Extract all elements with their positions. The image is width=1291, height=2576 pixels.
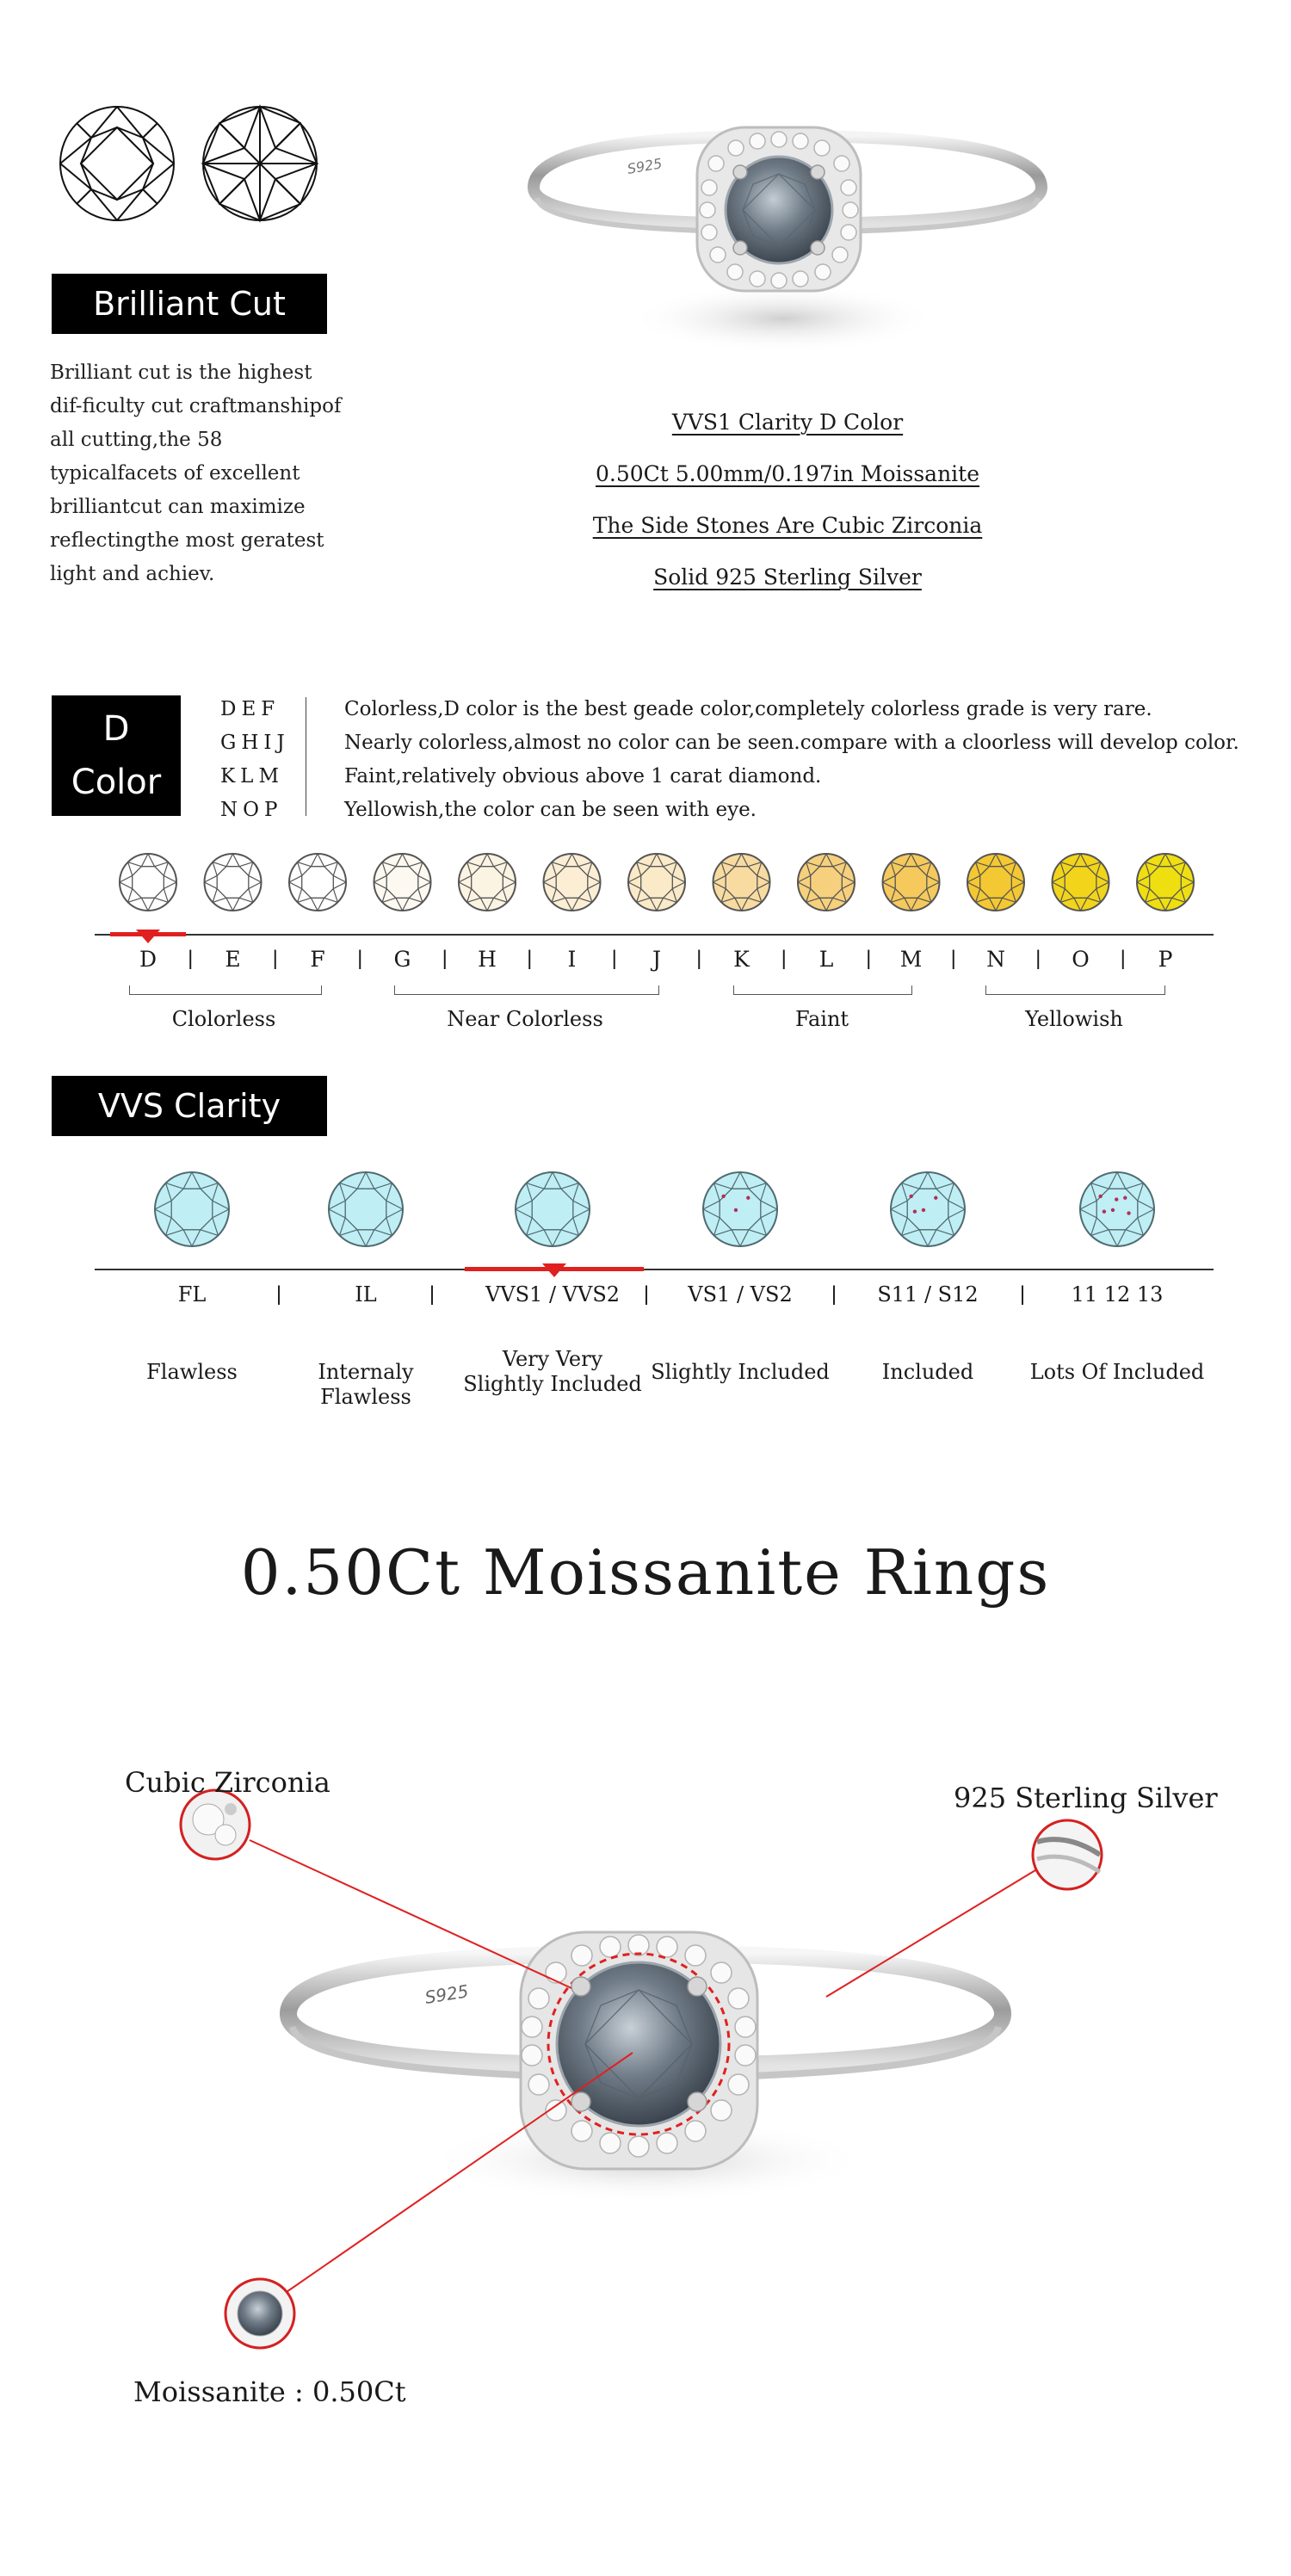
moissanite-zoom-circle xyxy=(225,2279,294,2348)
clarity-separator: | xyxy=(1019,1282,1026,1306)
ring-detail-diagram xyxy=(0,1747,1291,2350)
color-gem-p xyxy=(1137,854,1194,911)
cz-zoom-circle xyxy=(181,1790,250,1859)
clarity-label-4: S11 / S12 xyxy=(877,1282,979,1307)
color-gem-n xyxy=(967,854,1024,911)
clarity-gem-3 xyxy=(703,1172,777,1246)
ring-stamp: S925 xyxy=(626,155,664,177)
clarity-gem-2 xyxy=(516,1172,590,1246)
clarity-gem-scale xyxy=(0,1162,1291,1257)
color-letter-g: G xyxy=(393,947,411,972)
color-letter-m: M xyxy=(899,947,923,972)
color-letter-separator: | xyxy=(866,947,872,970)
color-letter-k: K xyxy=(733,947,750,972)
d-color-letter: D xyxy=(102,709,130,749)
color-letter-separator: | xyxy=(611,947,617,970)
diagram-ring-stamp: S925 xyxy=(423,1980,471,2008)
clarity-separator: | xyxy=(429,1282,435,1306)
color-gem-i xyxy=(544,854,601,911)
color-gem-l xyxy=(798,854,855,911)
color-gem-d xyxy=(120,854,176,911)
grade-desc-near-colorless: Nearly colorless,almost no color can be seen.compare with a cloorless will develop color. xyxy=(344,732,1239,754)
clarity-separator: | xyxy=(643,1282,650,1306)
label-moissanite: Moissanite : 0.50Ct xyxy=(133,2375,406,2408)
color-letter-i: I xyxy=(567,947,577,972)
clarity-label-2: VVS1 / VVS2 xyxy=(485,1282,621,1307)
bracket-colorless xyxy=(129,985,322,995)
d-color-word: Color xyxy=(71,763,162,802)
clarity-gem-0 xyxy=(155,1172,229,1246)
color-grade-codes xyxy=(220,693,290,827)
grade-desc-yellowish: Yellowish,the color can be seen with eye. xyxy=(344,799,757,821)
grade-code-ghij: GHIJ xyxy=(220,732,290,754)
color-letter-separator: | xyxy=(696,947,702,970)
clarity-label-0: FL xyxy=(177,1282,207,1307)
clarity-desc-2: Very Very Slightly Included xyxy=(463,1347,642,1396)
color-letter-n: N xyxy=(986,947,1005,972)
color-gem-scale xyxy=(0,848,1291,917)
color-letter-p: P xyxy=(1158,947,1173,972)
color-gem-j xyxy=(628,854,685,911)
color-letter-j: J xyxy=(652,947,662,972)
brilliant-cut-bottom-view-icon xyxy=(200,103,320,224)
clarity-selected-marker-icon xyxy=(540,1262,568,1279)
clarity-desc-0: Flawless xyxy=(146,1360,238,1384)
clarity-separator: | xyxy=(275,1282,282,1306)
clarity-label-3: VS1 / VS2 xyxy=(688,1282,793,1307)
clarity-label-1: IL xyxy=(355,1282,377,1307)
d-color-box xyxy=(52,695,181,816)
clarity-scale-line xyxy=(95,1269,1214,1270)
brilliant-cut-top-view-icon xyxy=(57,103,177,224)
feature-silver: Solid 925 Sterling Silver xyxy=(653,565,922,590)
silver-zoom-circle xyxy=(1033,1820,1102,1889)
color-scale-line xyxy=(95,934,1214,936)
bracket-near-colorless xyxy=(394,985,659,995)
label-cubic-zirconia: Cubic Zirconia xyxy=(125,1766,330,1799)
group-faint: Faint xyxy=(794,1007,849,1031)
color-gem-f xyxy=(289,854,346,911)
color-gem-o xyxy=(1053,854,1109,911)
color-letter-separator: | xyxy=(272,947,278,970)
clarity-gem-4 xyxy=(891,1172,965,1246)
color-letter-d: D xyxy=(139,947,158,972)
color-letter-e: E xyxy=(225,947,241,972)
grade-desc-colorless: Colorless,D color is the best geade color,completely colorless grade is very rare. xyxy=(344,698,1152,720)
clarity-title: VVS Clarity xyxy=(52,1076,327,1136)
clarity-gem-5 xyxy=(1080,1172,1154,1246)
color-grade-descriptions xyxy=(344,693,1239,827)
color-selected-marker-icon xyxy=(134,928,162,945)
color-letter-separator: | xyxy=(950,947,956,970)
color-letter-f: F xyxy=(310,947,325,972)
color-letter-separator: | xyxy=(781,947,787,970)
feature-clarity-color: VVS1 Clarity D Color xyxy=(671,410,904,435)
color-letter-h: H xyxy=(478,947,497,972)
grade-code-nop: NOP xyxy=(220,799,283,821)
color-gem-e xyxy=(205,854,262,911)
group-near-colorless: Near Colorless xyxy=(447,1007,603,1031)
grade-code-klm: KLM xyxy=(220,765,285,788)
grade-desc-faint: Faint,relatively obvious above 1 carat diamond. xyxy=(344,765,822,788)
group-yellowish: Yellowish xyxy=(1025,1007,1123,1031)
color-gem-m xyxy=(883,854,940,911)
color-gem-g xyxy=(374,854,431,911)
brilliant-cut-description: Brilliant cut is the highest dif-ficulty cut craftmanshipof all cutting,the 58 typicalfacets of excellent brilliantcut can maximize reflectingthe most geratest light and achiev. xyxy=(50,361,342,585)
feature-side-stones: The Side Stones Are Cubic Zirconia xyxy=(592,513,983,538)
clarity-desc-4: Included xyxy=(881,1360,974,1384)
color-letter-separator: | xyxy=(1035,947,1041,970)
color-letter-separator: | xyxy=(1120,947,1126,970)
color-gem-k xyxy=(713,854,770,911)
main-title: 0.50Ct Moissanite Rings xyxy=(240,1536,1051,1609)
color-letter-o: O xyxy=(1072,947,1090,972)
clarity-separator: | xyxy=(831,1282,837,1306)
clarity-desc-5: Lots Of Included xyxy=(1029,1360,1205,1384)
label-sterling-silver: 925 Sterling Silver xyxy=(954,1782,1218,1814)
color-letter-separator: | xyxy=(442,947,448,970)
brilliant-cut-title: Brilliant Cut xyxy=(52,274,327,334)
clarity-desc-3: Slightly Included xyxy=(651,1360,830,1384)
ring-product-image xyxy=(525,120,1050,361)
bracket-yellowish xyxy=(985,985,1165,995)
bracket-faint xyxy=(733,985,912,995)
color-letter-separator: | xyxy=(188,947,194,970)
color-letter-separator: | xyxy=(357,947,363,970)
color-letter-separator: | xyxy=(527,947,533,970)
clarity-label-5: 11 12 13 xyxy=(1071,1282,1164,1307)
color-letter-l: L xyxy=(818,947,834,972)
grade-code-def: DEF xyxy=(220,698,281,720)
group-colorless: Clolorless xyxy=(171,1007,276,1031)
feature-moissanite-size: 0.50Ct 5.00mm/0.197in Moissanite xyxy=(595,461,980,486)
color-gem-h xyxy=(459,854,516,911)
clarity-gem-1 xyxy=(329,1172,403,1246)
clarity-desc-1: Internaly Flawless xyxy=(318,1360,414,1409)
